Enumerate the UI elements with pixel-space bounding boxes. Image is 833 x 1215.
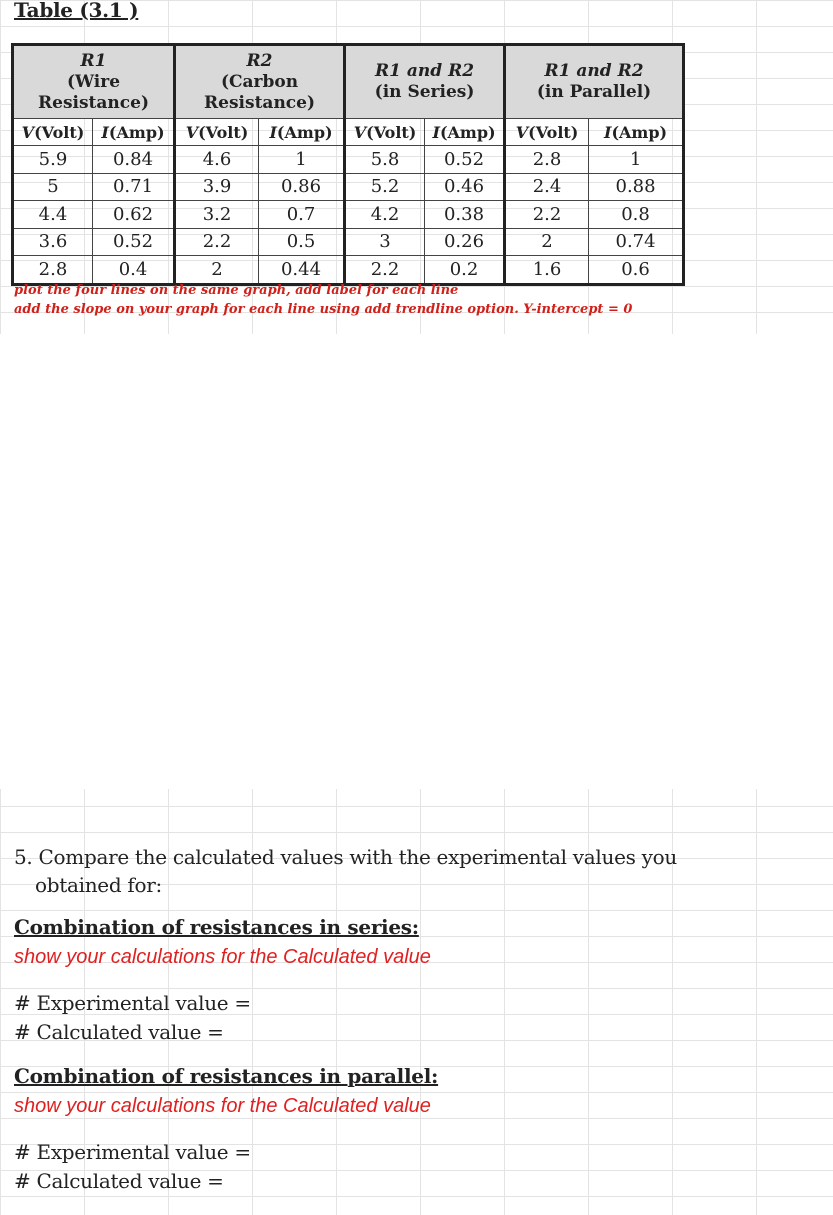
table-row bbox=[13, 256, 684, 285]
col-header-voltage bbox=[345, 119, 425, 146]
group-name: R1 bbox=[80, 50, 107, 71]
question-5 bbox=[14, 843, 677, 899]
table-cell: 5 bbox=[13, 173, 93, 201]
table-cell: 3.9 bbox=[175, 173, 259, 201]
table-row bbox=[13, 201, 684, 229]
table-cell: 5.8 bbox=[345, 146, 425, 174]
table-cell: 2.8 bbox=[505, 146, 589, 174]
table-cell: 0.86 bbox=[259, 173, 345, 201]
voltage-symbol: V bbox=[185, 122, 199, 142]
table-cell: 1.6 bbox=[505, 256, 589, 285]
col-header-current bbox=[425, 119, 505, 146]
current-symbol: I bbox=[101, 122, 109, 142]
series-heading: Combination of resistances in series: bbox=[14, 915, 419, 939]
table-cell: 4.6 bbox=[175, 146, 259, 174]
question-5-line1: 5. Compare the calculated values with the experimental values you bbox=[14, 845, 677, 869]
question-5-line2: obtained for: bbox=[35, 873, 162, 897]
col-header-voltage bbox=[13, 119, 93, 146]
data-table bbox=[11, 43, 685, 286]
table-cell: 0.52 bbox=[425, 146, 505, 174]
table-row bbox=[13, 173, 684, 201]
table-cell: 2.8 bbox=[13, 256, 93, 285]
table-cell: 0.84 bbox=[93, 146, 175, 174]
col-header-current bbox=[589, 119, 684, 146]
table-cell: 1 bbox=[589, 146, 684, 174]
table-cell: 0.38 bbox=[425, 201, 505, 229]
table-cell: 0.7 bbox=[259, 201, 345, 229]
group-subtitle: Resistance) bbox=[204, 92, 316, 113]
voltage-unit: (Volt) bbox=[528, 122, 579, 142]
plot-instruction: plot the four lines on the same graph, add label for each line bbox=[14, 283, 459, 298]
table-cell: 2 bbox=[175, 256, 259, 285]
current-unit: (Amp) bbox=[439, 122, 496, 142]
series-calculated-value: # Calculated value = bbox=[14, 1020, 224, 1044]
parallel-calc-note: show your calculations for the Calculated value bbox=[14, 1095, 431, 1117]
group-subtitle: (Wire bbox=[66, 71, 121, 92]
table-cell: 0.71 bbox=[93, 173, 175, 201]
column-header-row bbox=[13, 119, 684, 146]
series-experimental-value: # Experimental value = bbox=[14, 991, 251, 1015]
table-cell: 3.6 bbox=[13, 228, 93, 256]
table-cell: 4.4 bbox=[13, 201, 93, 229]
series-calc-note: show your calculations for the Calculated value bbox=[14, 946, 431, 968]
table-cell: 0.26 bbox=[425, 228, 505, 256]
table-cell: 0.5 bbox=[259, 228, 345, 256]
table-cell: 5.9 bbox=[13, 146, 93, 174]
group-name: R1 and R2 bbox=[544, 61, 644, 81]
voltage-symbol: V bbox=[353, 122, 367, 142]
parallel-experimental-value: # Experimental value = bbox=[14, 1140, 251, 1164]
parallel-heading: Combination of resistances in parallel: bbox=[14, 1064, 439, 1088]
table-cell: 0.2 bbox=[425, 256, 505, 285]
current-unit: (Amp) bbox=[611, 122, 668, 142]
parallel-calculated-value: # Calculated value = bbox=[14, 1169, 224, 1193]
table-cell: 0.6 bbox=[589, 256, 684, 285]
group-subtitle: (Carbon bbox=[220, 71, 299, 92]
group-subtitle: (in Parallel) bbox=[536, 82, 652, 102]
table-row bbox=[13, 228, 684, 256]
table-cell: 0.62 bbox=[93, 201, 175, 229]
col-header-voltage bbox=[175, 119, 259, 146]
group-subtitle: Resistance) bbox=[38, 92, 149, 113]
table-cell: 0.46 bbox=[425, 173, 505, 201]
table-cell: 2.2 bbox=[345, 256, 425, 285]
col-header-current bbox=[259, 119, 345, 146]
group-header-series bbox=[345, 45, 505, 119]
group-name: R1 and R2 bbox=[375, 61, 475, 81]
table-cell: 2.2 bbox=[505, 201, 589, 229]
table-cell: 0.8 bbox=[589, 201, 684, 229]
table-row bbox=[13, 146, 684, 174]
table-title: Table (3.1 ) bbox=[14, 0, 139, 22]
table-cell: 0.88 bbox=[589, 173, 684, 201]
group-header-r2 bbox=[175, 45, 345, 119]
group-subtitle: (in Series) bbox=[374, 82, 475, 102]
table-cell: 3.2 bbox=[175, 201, 259, 229]
current-symbol: I bbox=[603, 122, 612, 142]
table-cell: 1 bbox=[259, 146, 345, 174]
group-header-row bbox=[13, 45, 684, 119]
voltage-unit: (Volt) bbox=[198, 122, 249, 142]
table-cell: 2.2 bbox=[175, 228, 259, 256]
current-unit: (Amp) bbox=[108, 122, 165, 142]
group-name: R2 bbox=[246, 50, 273, 71]
table-cell: 2 bbox=[505, 228, 589, 256]
group-header-r1 bbox=[13, 45, 175, 119]
current-unit: (Amp) bbox=[276, 122, 333, 142]
table-cell: 0.44 bbox=[259, 256, 345, 285]
col-header-voltage bbox=[505, 119, 589, 146]
col-header-current bbox=[93, 119, 175, 146]
group-header-parallel bbox=[505, 45, 684, 119]
table-cell: 5.2 bbox=[345, 173, 425, 201]
current-symbol: I bbox=[269, 122, 277, 142]
table-cell: 3 bbox=[345, 228, 425, 256]
voltage-unit: (Volt) bbox=[366, 122, 417, 142]
table-cell: 0.74 bbox=[589, 228, 684, 256]
table-cell: 4.2 bbox=[345, 201, 425, 229]
table-cell: 2.4 bbox=[505, 173, 589, 201]
trendline-instruction: add the slope on your graph for each line using add trendline option. Y-intercept = 0 bbox=[14, 302, 633, 317]
voltage-unit: (Volt) bbox=[34, 122, 85, 142]
table-cell: 0.52 bbox=[93, 228, 175, 256]
voltage-symbol: V bbox=[21, 122, 35, 142]
table-cell: 0.4 bbox=[93, 256, 175, 285]
voltage-symbol: V bbox=[515, 122, 529, 142]
blank-area bbox=[0, 334, 833, 789]
current-symbol: I bbox=[432, 122, 440, 142]
